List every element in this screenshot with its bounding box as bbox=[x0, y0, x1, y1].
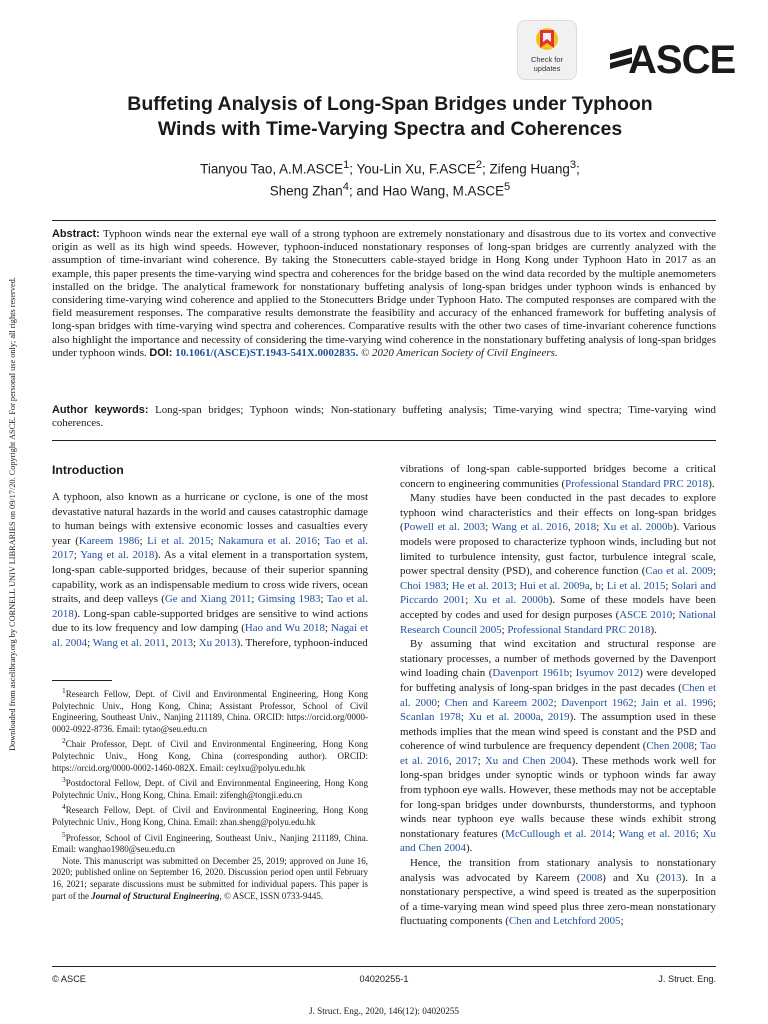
body-text: ; bbox=[445, 579, 452, 592]
citation-link[interactable]: Xu et al. 2000a bbox=[468, 711, 541, 724]
bookmark-icon bbox=[518, 21, 576, 55]
paragraph bbox=[400, 462, 716, 491]
citation-link[interactable]: McCullough et al. 2014 bbox=[505, 827, 613, 840]
citation-link[interactable]: Xu et al. 2000b bbox=[602, 521, 673, 534]
citation-link[interactable]: Isyumov 2012 bbox=[575, 667, 640, 680]
body-text: ; bbox=[501, 623, 508, 636]
author-list: Tianyou Tao, A.M.ASCE$^1$; You-Lin Xu, F.ASCE$^2$; Zifeng Huang$^3$; Sheng Zhan$^4$; and Hao Wang, M.ASCE$^5$ bbox=[200, 159, 580, 199]
paragraph bbox=[52, 490, 368, 651]
body-text: , bbox=[540, 711, 548, 724]
body-text: ; bbox=[712, 696, 717, 709]
footer-rule bbox=[52, 966, 716, 967]
body-text: By assuming that wind excitation and structural response are stationary processes, a number of methods governed by the Davenport wind loading chain ( bbox=[400, 638, 716, 680]
citation-link[interactable]: National Research Council 2005 bbox=[400, 608, 717, 636]
author-3: ; Zifeng Huang bbox=[482, 161, 570, 177]
body-text: Many studies have been conducted in the past decades to explore typhoon wind characteristics and their effects on long-span bridges ( bbox=[400, 492, 716, 534]
citation-link[interactable]: Chen et al. 2000 bbox=[400, 681, 716, 709]
citation-link[interactable]: Li et al. 2015 bbox=[147, 534, 211, 547]
doi-label: DOI: bbox=[149, 346, 173, 359]
footnote-5: $^5$Professor, School of Civil Engineering, Southeast Univ., Nanjing 211189, China. Email: wanghao1980@seu.edu.cn bbox=[52, 829, 368, 855]
citation-link[interactable]: Wang et al. 2016 bbox=[618, 827, 696, 840]
citation-link[interactable]: Choi 1983 bbox=[400, 579, 446, 592]
footnotes bbox=[52, 685, 368, 902]
body-text: ; bbox=[695, 827, 703, 840]
body-text: ; bbox=[600, 579, 607, 592]
body-text: ). Therefore, typhoon-induced bbox=[236, 636, 368, 649]
author-5: ; and Hao Wang, M.ASCE bbox=[348, 183, 505, 199]
journal-name: Journal of Structural Engineering bbox=[91, 890, 220, 901]
body-text: ; bbox=[320, 593, 327, 606]
citation-link[interactable]: Nagai et al. 2004 bbox=[52, 622, 368, 649]
body-text: vibrations of long-span cable-supported bridges become a critical concern to engineering communities ( bbox=[400, 463, 716, 490]
citation-link[interactable]: Wang et al. 2011 bbox=[92, 636, 166, 649]
citation-link[interactable]: Tao et al. 2016 bbox=[400, 740, 716, 767]
paragraph bbox=[400, 637, 716, 856]
body-text: ) and Xu ( bbox=[602, 871, 660, 884]
keywords-text: Long-span bridges; Typhoon winds; Non-stationary buffeting analysis; Time-varying wind spectra; Time-varying wind coherences. bbox=[52, 404, 716, 430]
body-text: ; bbox=[87, 636, 93, 649]
check-for-updates-button[interactable] bbox=[517, 20, 577, 80]
body-text: ; bbox=[569, 667, 576, 680]
abstract bbox=[52, 228, 716, 360]
title-line-1: Buffeting Analysis of Long-Span Bridges under Typhoon bbox=[127, 93, 653, 115]
citation-link[interactable]: Nakamura et al. 2016 bbox=[218, 534, 318, 547]
body-text: Hence, the transition from stationary analysis to nonstationary analysis was advocated by Kareem ( bbox=[400, 857, 716, 884]
asce-logo bbox=[612, 38, 736, 82]
body-text: ; bbox=[437, 696, 445, 709]
right-column bbox=[400, 462, 716, 929]
abstract-top-rule bbox=[52, 220, 716, 221]
body-text: A typhoon, also known as a hurricane or cyclone, is one of the most devastative natural hazards in the world and causes catastrophic damage to human beings with extensive economic losses and casualties every year ( bbox=[52, 491, 368, 547]
citation-link[interactable]: Hao and Wu 2018 bbox=[244, 622, 325, 635]
citation-link[interactable]: Gimsing 1983 bbox=[257, 593, 321, 606]
citation-link[interactable]: Xu and Chen 2004 bbox=[400, 827, 716, 855]
citation-link[interactable]: Ge and Xiang 2011 bbox=[164, 593, 252, 606]
body-text: ). As a vital element in a transportation system, long-span cable-supported bridges, because of their superior spanning capability, work as an indispensable medium to cross wide rivers, ocean straits, and deep valleys ( bbox=[52, 549, 368, 606]
citation-link[interactable]: b bbox=[595, 579, 601, 592]
citation-line: J. Struct. Eng., 2020, 146(12): 04020255 bbox=[308, 1006, 460, 1016]
citation-link[interactable]: Davenport 1961b bbox=[492, 667, 570, 680]
footnote-1: $^1$Research Fellow, Dept. of Civil and Environmental Engineering, Hong Kong Polytechnic Univ., Hong Kong, China; Assistant Professor, School of Civil Engineering, Southeast Univ., Nanjing 211189, China. ORCID: https://orcid.org/0000-0002-0922-8736. Email: tytao@seu.edu.cn bbox=[52, 686, 368, 734]
body-text: ; bbox=[485, 521, 492, 534]
body-text: ; bbox=[633, 696, 642, 709]
footnote-4: $^4$Research Fellow, Dept. of Civil and Environmental Engineering, Hong Kong Polytechnic Univ., Hong Kong, China. Email: zhan.sheng@polyu.edu.hk bbox=[52, 802, 368, 827]
citation-link[interactable]: 2017 bbox=[455, 754, 478, 767]
citation-link[interactable]: Chen 2008 bbox=[646, 740, 695, 753]
body-text: ; bbox=[193, 636, 199, 649]
citation-link[interactable]: Wang et al. 2016 bbox=[491, 521, 569, 534]
citation-link[interactable]: Li et al. 2015 bbox=[606, 579, 666, 592]
citation-link[interactable]: Xu and Chen 2004 bbox=[484, 754, 572, 767]
body-text: ) were developed for buffeting analysis of long-span bridges in the past decades ( bbox=[400, 667, 716, 694]
body-text: ). Some of these models have been accepted by codes and used for design purposes ( bbox=[400, 594, 716, 621]
body-text: ; bbox=[251, 593, 258, 606]
copyright-notice: © 2020 American Society of Civil Engineers. bbox=[361, 346, 558, 359]
author-2: ; You-Lin Xu, F.ASCE bbox=[349, 161, 476, 177]
page-number: 04020255-1 bbox=[359, 974, 409, 984]
citation-link[interactable]: Hui et al. 2009a bbox=[519, 579, 590, 592]
citation-link[interactable]: Yang et al. 2018 bbox=[80, 549, 155, 562]
check-for-updates-label: Check for updates bbox=[530, 55, 564, 73]
citation-link[interactable]: He et al. 2013 bbox=[451, 579, 514, 592]
body-text: ; bbox=[139, 534, 148, 547]
doi-link[interactable]: 10.1061/(ASCE)ST.1943-541X.0002835. bbox=[175, 346, 359, 359]
citation-link[interactable]: Tao et al. 2018 bbox=[52, 593, 368, 620]
citation-link[interactable]: Professional Standard PRC 2018 bbox=[507, 623, 651, 636]
body-text: , bbox=[448, 754, 456, 767]
paragraph bbox=[400, 491, 716, 637]
footer-copyright: © ASCE bbox=[52, 974, 86, 984]
body-text: ; bbox=[460, 711, 469, 724]
body-text: ; bbox=[210, 534, 219, 547]
footnote-3: $^3$Postdoctoral Fellow, Dept. of Civil and Environmental Engineering, Hong Kong Polytechnic Univ., Hong Kong, China. Email: zifengh@tongji.edu.cn bbox=[52, 775, 368, 800]
author-4: Sheng Zhan bbox=[269, 183, 343, 199]
footnote-rule bbox=[52, 680, 112, 681]
body-text: , bbox=[589, 579, 596, 592]
citation-link[interactable]: Kareem 1986 bbox=[78, 534, 140, 547]
body-text: ; bbox=[665, 579, 672, 592]
body-text: ). In a nonstationary perspective, a wind speed is treated as the superposition of a time-varying mean wind speed plus three zero-mean nonstationary fluctuating components ( bbox=[400, 871, 716, 928]
article-title bbox=[60, 92, 720, 142]
citation-link[interactable]: Powell et al. 2003 bbox=[403, 521, 486, 534]
citation-link[interactable]: Scanlan 1978 bbox=[400, 711, 461, 724]
body-text: ; bbox=[596, 521, 603, 534]
citation-link[interactable]: Chen and Kareem 2002 bbox=[444, 696, 554, 709]
body-text: ; bbox=[317, 534, 325, 547]
citation-link[interactable]: Chen and Letchford 2005 bbox=[508, 915, 621, 928]
body-text: ; bbox=[612, 827, 619, 840]
keywords-label: Author keywords: bbox=[52, 404, 149, 416]
body-text: ). Long-span cable-supported bridges are sensitive to wind actions due to its low frequency and low damping ( bbox=[52, 607, 368, 635]
body-text: ; bbox=[672, 608, 679, 621]
body-text: ; bbox=[620, 915, 624, 928]
body-text: ). bbox=[650, 623, 657, 636]
download-notice: Downloaded from ascelibrary.org by CORNELL UNIV LIBRARIES on 09/17/20. Copyright ASCE. For personal use only; all rights reserved. bbox=[8, 277, 17, 751]
citation-link[interactable]: Davenport 1962 bbox=[561, 696, 634, 709]
body-text: ). These methods work well for long-span bridges under synoptic winds or typhoon winds far away from typhoon eye walls. However, these methods may not be acceptable for long-span bridges under downbursts, thunderstorms, and typhoon winds near typhoon eye walls because these winds exhibit strong nonstationary features ( bbox=[400, 754, 716, 840]
author-1: Tianyou Tao, A.M.ASCE bbox=[200, 161, 344, 177]
citation-link[interactable]: 2018 bbox=[574, 521, 597, 534]
body-text: ; bbox=[73, 549, 81, 562]
citation-link[interactable]: Cao et al. 2009 bbox=[645, 565, 713, 578]
body-text: ; bbox=[712, 565, 717, 578]
footer-journal: J. Struct. Eng. bbox=[658, 974, 716, 984]
body-text: ). Various models were proposed to characterize typhoon winds, including but not limited to turbulence intensity, gust factor, turbulence integral scale, power spectral density (PSD), and coherence function ( bbox=[400, 521, 717, 578]
citation-link[interactable]: Jain et al. 1996 bbox=[641, 696, 713, 709]
body-text: ; bbox=[694, 740, 700, 753]
citation-link[interactable]: 2019 bbox=[547, 711, 570, 724]
section-heading-introduction: Introduction bbox=[52, 463, 124, 477]
citation-link[interactable]: Xu 2013 bbox=[198, 636, 237, 649]
citation-link[interactable]: Professional Standard PRC 2018 bbox=[565, 477, 709, 490]
paragraph bbox=[400, 856, 716, 929]
citation-link[interactable]: Solari and Piccardo 2001 bbox=[400, 579, 717, 607]
author-keywords bbox=[52, 404, 716, 430]
footnote-note: Note. This manuscript was submitted on December 25, 2019; approved on June 16, 2020; published online on September 16, 2020. Discussion period open until February 16, 2021; separate discussions must be submitted for individual papers. This paper is part of the Journal of Structural Engineering, © ASCE, ISSN 0733-9445. bbox=[52, 855, 368, 901]
body-text: ). bbox=[465, 842, 473, 855]
body-text: ). bbox=[708, 477, 715, 490]
citation-link[interactable]: Xu et al. 2000b bbox=[473, 594, 549, 607]
body-text: ). The assumption used in these methods implies that the mean wind speed is constant and the PSD and coherence of wind turbulence are frequency dependent ( bbox=[400, 711, 717, 753]
body-text: , bbox=[165, 636, 172, 649]
abstract-bottom-rule bbox=[52, 440, 716, 441]
citation-link[interactable]: 2008 bbox=[580, 871, 603, 884]
body-text: ; bbox=[513, 579, 520, 592]
body-text: ; bbox=[465, 594, 474, 607]
body-text: ; bbox=[324, 622, 332, 635]
left-column bbox=[52, 490, 368, 651]
body-text: ; bbox=[553, 696, 562, 709]
abstract-text: Typhoon winds near the external eye wall of a strong typhoon are extremely nonstationary and disastrous due to its vortex and convective origin as well as its high wind speeds. However, typhoon-induced nonstationary responses of long-span bridges are currently analyzed with the assumption of time-invariant wind coherence. By taking the Stonecutters cable-stayed bridge in Hong Kong under Typhoon Hato in 2017 as an example, this paper presents the time-varying wind spectra and coherences for the bridge based on the wind data recorded by the multiple anemometers installed on the bridge. The analytical framework for nonstationary buffeting analysis of long-span bridges under typhoon winds is enhanced by considering time-varying wind coherence and applied to the Stonecutters Bridge under Typhoon Hato. The computed responses are compared with the field measurement responses. The comparative results demonstrate the feasibility and accuracy of the enhanced framework for buffeting analysis of long-span bridges with time-varying wind spectra and coherences. Comparative results with the other two cases of time-invariant coherence functions also highlight the importance and necessity of considering the time-varying wind coherence in the nonstationary buffeting analysis of long-span bridges under typhoon winds. bbox=[52, 228, 716, 359]
asce-logo-text: ASCE bbox=[628, 38, 736, 82]
citation-link[interactable]: 2013 bbox=[659, 871, 682, 884]
footnote-2: $^2$Chair Professor, Dept. of Civil and Environmental Engineering, Hong Kong Polytechnic Univ., Hong Kong, China (corresponding author). ORCID: https://orcid.org/0000-0002-1460-082X. Email: ceylxu@polyu.edu.hk bbox=[52, 736, 368, 773]
title-line-2: Winds with Time-Varying Spectra and Coherences bbox=[157, 118, 623, 140]
body-text: , bbox=[568, 521, 575, 534]
citation-link[interactable]: ASCE 2010 bbox=[619, 608, 673, 621]
abstract-label: Abstract: bbox=[52, 228, 100, 240]
citation-link[interactable]: Tao et al. 2017 bbox=[52, 534, 369, 562]
citation-link[interactable]: 2013 bbox=[171, 636, 194, 649]
body-text: ; bbox=[477, 754, 485, 767]
